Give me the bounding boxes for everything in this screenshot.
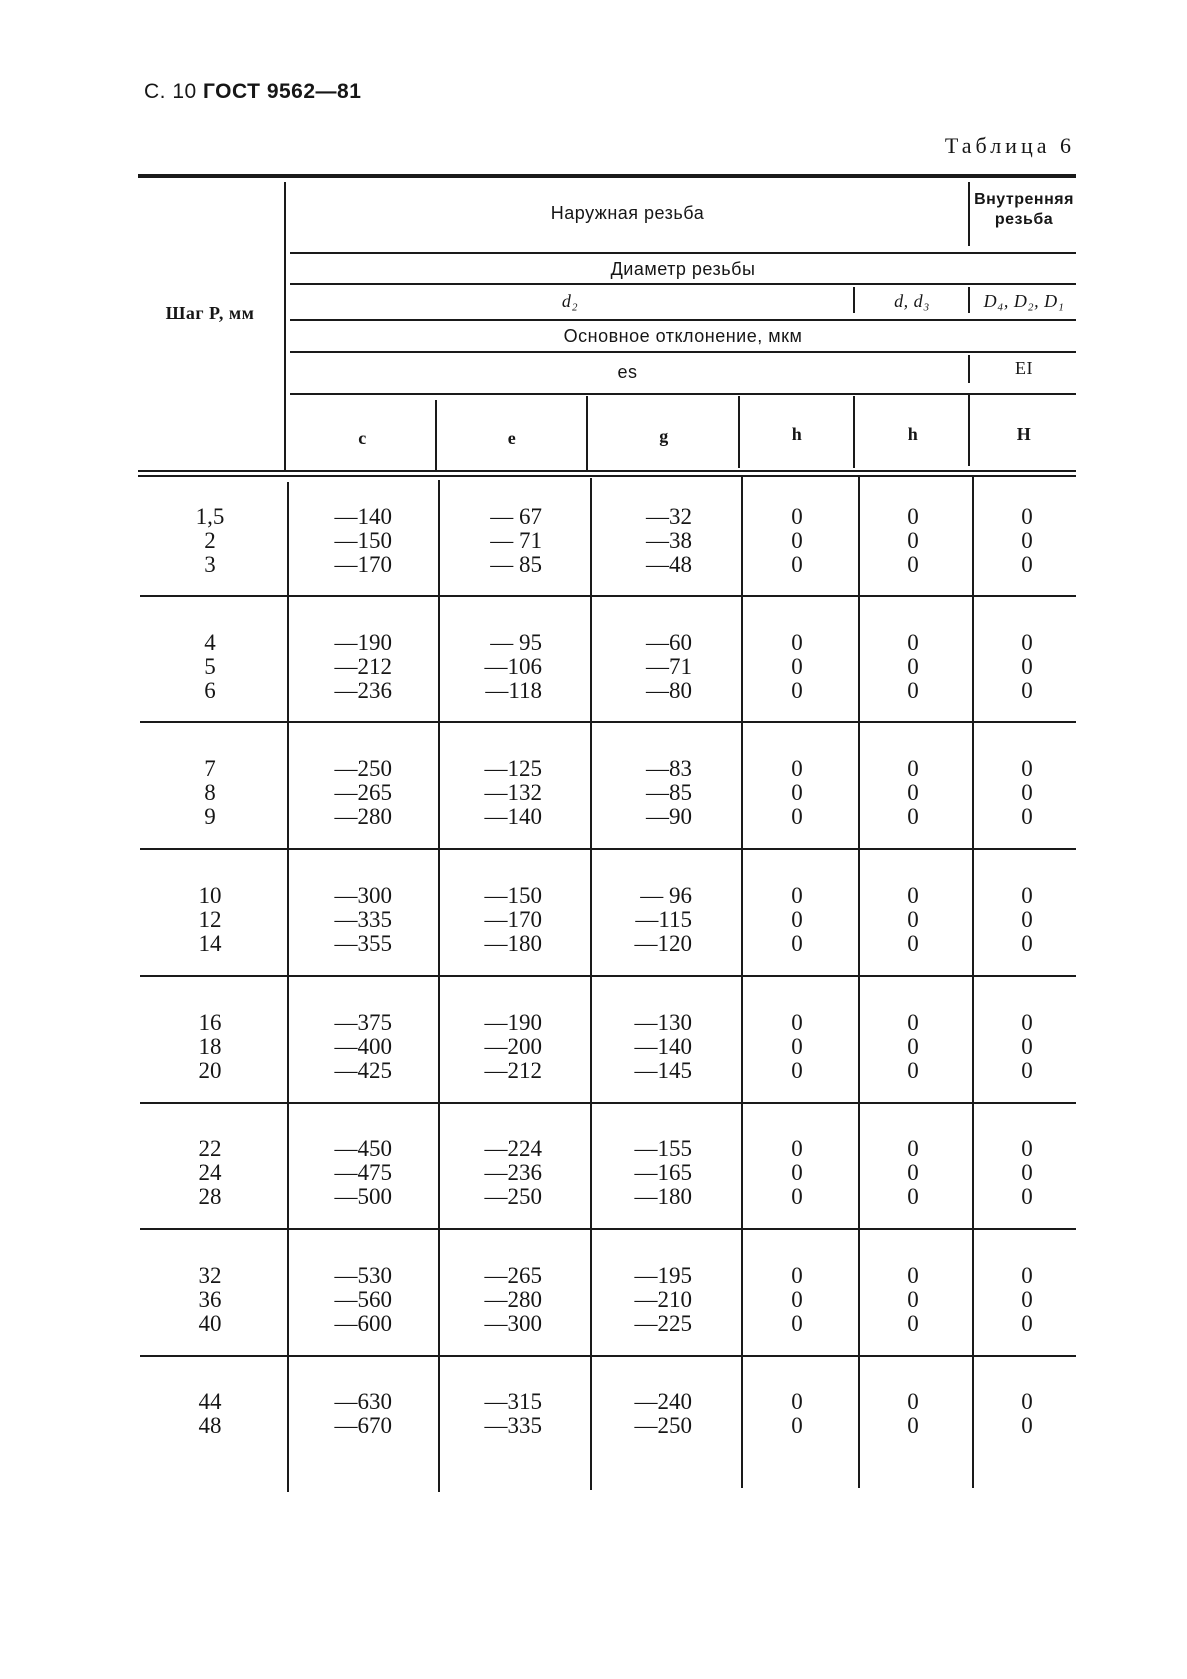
deviation-g: —145 — [634, 1058, 692, 1083]
column-h: h — [791, 424, 803, 444]
deviation-g: —225 — [634, 1311, 692, 1336]
header-divider-internal — [968, 182, 970, 246]
deviation-e: —224 — [484, 1136, 542, 1161]
deviation-h-d: 0 — [907, 780, 919, 805]
step-value: 5 — [204, 654, 216, 679]
deviation-h-d: 0 — [907, 1034, 919, 1059]
header-EI: EI — [1015, 358, 1033, 378]
deviation-H: 0 — [1021, 1058, 1033, 1083]
deviation-h-d2: 0 — [791, 1136, 803, 1161]
header-D-cell — [972, 291, 1076, 312]
deviation-c: —375 — [334, 1010, 392, 1035]
deviation-H: 0 — [1021, 630, 1033, 655]
deviation-e: — 71 — [490, 528, 542, 553]
body-divider-hH — [972, 476, 974, 1488]
deviation-h-d2: 0 — [791, 1287, 803, 1312]
deviation-H: 0 — [1021, 1184, 1033, 1209]
deviation-h-d: 0 — [907, 931, 919, 956]
deviation-e: —250 — [484, 1184, 542, 1209]
deviation-e: —125 — [484, 756, 542, 781]
deviation-H: 0 — [1021, 804, 1033, 829]
deviation-c: —170 — [334, 552, 392, 577]
deviation-c: —600 — [334, 1311, 392, 1336]
header-rule-5 — [290, 393, 1076, 395]
column-h-d: h — [907, 424, 919, 444]
deviation-h-d: 0 — [907, 1263, 919, 1288]
deviation-c: —280 — [334, 804, 392, 829]
deviation-h-d2: 0 — [791, 1010, 803, 1035]
header-double-rule-top — [138, 470, 1076, 472]
step-value: 1,5 — [195, 504, 225, 529]
column-c: c — [358, 428, 367, 448]
deviation-H: 0 — [1021, 552, 1033, 577]
table-caption: Таблица 6 — [944, 133, 1075, 158]
deviation-e: —170 — [484, 907, 542, 932]
deviation-g: —83 — [646, 756, 692, 781]
deviation-g: —85 — [646, 780, 692, 805]
header-D-internal: D₄, D₂, D₁ — [983, 291, 1065, 311]
deviation-h-d2: 0 — [791, 1263, 803, 1288]
header-double-rule-bottom — [138, 475, 1076, 477]
deviation-h-d2: 0 — [791, 1034, 803, 1059]
step-value: 14 — [198, 931, 222, 956]
deviation-h-d: 0 — [907, 756, 919, 781]
deviation-H: 0 — [1021, 907, 1033, 932]
page-number: С. 10 — [144, 80, 197, 103]
deviation-h-d: 0 — [907, 1311, 919, 1336]
deviation-e: — 85 — [490, 552, 542, 577]
deviation-h-d2: 0 — [791, 907, 803, 932]
deviation-g: —250 — [634, 1413, 692, 1438]
deviation-h-d: 0 — [907, 1184, 919, 1209]
deviation-h-d2: 0 — [791, 1160, 803, 1185]
deviation-c: —212 — [334, 654, 392, 679]
step-value: 18 — [198, 1034, 222, 1059]
deviation-H: 0 — [1021, 883, 1033, 908]
step-value: 4 — [204, 630, 216, 655]
step-value: 48 — [198, 1413, 222, 1438]
deviation-H: 0 — [1021, 1263, 1033, 1288]
deviation-h-d2: 0 — [791, 1058, 803, 1083]
body-divider-step — [287, 482, 289, 1492]
deviation-g: —48 — [646, 552, 692, 577]
deviation-h-d: 0 — [907, 552, 919, 577]
deviation-c: —150 — [334, 528, 392, 553]
deviation-e: —106 — [484, 654, 542, 679]
deviation-H: 0 — [1021, 931, 1033, 956]
deviation-g: —210 — [634, 1287, 692, 1312]
step-value: 40 — [198, 1311, 222, 1336]
deviation-g: —130 — [634, 1010, 692, 1035]
step-value: 32 — [198, 1263, 222, 1288]
deviation-H: 0 — [1021, 780, 1033, 805]
deviation-e: —118 — [485, 678, 542, 703]
step-value: 44 — [198, 1389, 222, 1414]
deviation-g: —80 — [646, 678, 692, 703]
deviation-h-d2: 0 — [791, 1311, 803, 1336]
deviation-g: —165 — [634, 1160, 692, 1185]
header-divider-D — [968, 287, 970, 313]
deviation-H: 0 — [1021, 504, 1033, 529]
deviation-e: —190 — [484, 1010, 542, 1035]
deviation-e: — 67 — [490, 504, 542, 529]
deviation-e: —180 — [484, 931, 542, 956]
group-rule — [140, 975, 1076, 977]
deviation-h-d2: 0 — [791, 654, 803, 679]
deviation-c: —236 — [334, 678, 392, 703]
header-divider-ce — [435, 400, 437, 472]
deviation-g: —38 — [646, 528, 692, 553]
column-g: g — [659, 426, 669, 446]
column-H: H — [1016, 424, 1032, 444]
header-rule-3 — [290, 319, 1076, 321]
header-thread-diameter: Диаметр резьбы — [610, 259, 756, 279]
deviation-g: —195 — [634, 1263, 692, 1288]
header-divider-step — [284, 182, 286, 472]
deviation-h-d2: 0 — [791, 1389, 803, 1414]
deviation-g: —90 — [646, 804, 692, 829]
step-value: 16 — [198, 1010, 222, 1035]
deviation-h-d2: 0 — [791, 630, 803, 655]
deviation-e: —200 — [484, 1034, 542, 1059]
deviation-c: —670 — [334, 1413, 392, 1438]
step-value: 12 — [198, 907, 222, 932]
body-divider-gh — [741, 476, 743, 1488]
deviation-c: —335 — [334, 907, 392, 932]
deviation-e: —150 — [484, 883, 542, 908]
deviation-c: —300 — [334, 883, 392, 908]
header-d-d3-cell — [858, 291, 966, 312]
body-divider-ce — [438, 480, 440, 1492]
deviation-c: —425 — [334, 1058, 392, 1083]
deviation-c: —400 — [334, 1034, 392, 1059]
deviation-c: —530 — [334, 1263, 392, 1288]
step-value: 24 — [198, 1160, 222, 1185]
header-external-thread: Наружная резьба — [550, 203, 705, 223]
step-value: 20 — [198, 1058, 222, 1083]
header-es: es — [617, 362, 638, 382]
header-d2-cell — [290, 291, 850, 312]
step-value: 28 — [198, 1184, 222, 1209]
header-step: Шаг P, мм — [165, 303, 255, 323]
group-rule — [140, 1355, 1076, 1357]
deviation-h-d: 0 — [907, 528, 919, 553]
deviation-H: 0 — [1021, 1311, 1033, 1336]
standard-number: ГОСТ 9562—81 — [203, 80, 362, 103]
deviation-h-d: 0 — [907, 804, 919, 829]
deviation-h-d: 0 — [907, 678, 919, 703]
header-rule-2 — [290, 283, 1076, 285]
deviation-c: —475 — [334, 1160, 392, 1185]
deviation-c: —265 — [334, 780, 392, 805]
deviation-h-d: 0 — [907, 1058, 919, 1083]
deviation-h-d: 0 — [907, 1413, 919, 1438]
header-divider-eg — [586, 396, 588, 472]
deviation-H: 0 — [1021, 654, 1033, 679]
group-rule — [140, 1102, 1076, 1104]
deviation-g: —120 — [634, 931, 692, 956]
deviation-h-d: 0 — [907, 1389, 919, 1414]
deviation-h-d: 0 — [907, 630, 919, 655]
group-rule — [140, 721, 1076, 723]
header-basic-deviation: Основное отклонение, мкм — [563, 326, 803, 346]
deviation-g: —180 — [634, 1184, 692, 1209]
header-divider-d — [853, 287, 855, 313]
deviation-c: —190 — [334, 630, 392, 655]
deviation-g: —60 — [646, 630, 692, 655]
header-divider-hH — [968, 394, 970, 466]
deviation-h-d2: 0 — [791, 1184, 803, 1209]
group-rule — [140, 1228, 1076, 1230]
step-value: 22 — [198, 1136, 222, 1161]
deviation-h-d2: 0 — [791, 756, 803, 781]
deviation-h-d2: 0 — [791, 504, 803, 529]
header-rule-1 — [290, 252, 1076, 254]
header-d-d3: d, d₃ — [894, 291, 930, 311]
deviation-e: —212 — [484, 1058, 542, 1083]
table-top-rule — [138, 174, 1076, 178]
deviation-g: —32 — [646, 504, 692, 529]
deviation-h-d: 0 — [907, 1160, 919, 1185]
step-value: 36 — [198, 1287, 222, 1312]
deviation-e: —265 — [484, 1263, 542, 1288]
deviation-c: —140 — [334, 504, 392, 529]
deviation-h-d: 0 — [907, 883, 919, 908]
deviation-g: —240 — [634, 1389, 692, 1414]
deviation-h-d: 0 — [907, 907, 919, 932]
header-divider-ei — [968, 355, 970, 383]
deviation-h-d2: 0 — [791, 678, 803, 703]
deviation-h-d2: 0 — [791, 552, 803, 577]
step-value: 7 — [204, 756, 216, 781]
deviation-e: —280 — [484, 1287, 542, 1312]
deviation-e: —236 — [484, 1160, 542, 1185]
deviation-c: —450 — [334, 1136, 392, 1161]
deviation-h-d: 0 — [907, 1136, 919, 1161]
deviation-h-d2: 0 — [791, 1413, 803, 1438]
deviation-c: —250 — [334, 756, 392, 781]
deviation-h-d: 0 — [907, 1287, 919, 1312]
deviation-c: —630 — [334, 1389, 392, 1414]
page-header — [144, 80, 361, 104]
deviation-e: —132 — [484, 780, 542, 805]
header-divider-hh — [853, 396, 855, 468]
deviation-e: —335 — [484, 1413, 542, 1438]
deviation-c: —560 — [334, 1287, 392, 1312]
deviation-h-d2: 0 — [791, 780, 803, 805]
deviation-h-d: 0 — [907, 504, 919, 529]
deviation-g: — 96 — [640, 883, 692, 908]
deviation-g: —140 — [634, 1034, 692, 1059]
deviation-H: 0 — [1021, 528, 1033, 553]
deviation-H: 0 — [1021, 1160, 1033, 1185]
deviation-e: —300 — [484, 1311, 542, 1336]
deviation-H: 0 — [1021, 756, 1033, 781]
deviation-c: —500 — [334, 1184, 392, 1209]
deviation-h-d2: 0 — [791, 931, 803, 956]
deviation-H: 0 — [1021, 1034, 1033, 1059]
deviation-e: —140 — [484, 804, 542, 829]
step-value: 3 — [204, 552, 216, 577]
step-value: 6 — [204, 678, 216, 703]
step-value: 9 — [204, 804, 216, 829]
step-value: 10 — [198, 883, 222, 908]
header-internal-thread: Внутренняя резьба — [974, 191, 1074, 228]
deviation-e: —315 — [484, 1389, 542, 1414]
step-value: 8 — [204, 780, 216, 805]
deviation-H: 0 — [1021, 1287, 1033, 1312]
deviation-H: 0 — [1021, 1413, 1033, 1438]
deviation-h-d2: 0 — [791, 804, 803, 829]
deviation-H: 0 — [1021, 1136, 1033, 1161]
group-rule — [140, 848, 1076, 850]
header-divider-gh — [738, 396, 740, 468]
deviation-h-d2: 0 — [791, 883, 803, 908]
header-d2: d₂ — [561, 291, 579, 311]
deviation-h-d: 0 — [907, 1010, 919, 1035]
deviation-e: — 95 — [490, 630, 542, 655]
deviation-H: 0 — [1021, 1010, 1033, 1035]
deviation-g: —115 — [635, 907, 692, 932]
header-rule-4 — [290, 351, 1076, 353]
deviation-H: 0 — [1021, 678, 1033, 703]
deviation-g: —71 — [646, 654, 692, 679]
group-rule — [140, 595, 1076, 597]
column-e: e — [507, 428, 517, 448]
deviation-h-d2: 0 — [791, 528, 803, 553]
step-value: 2 — [204, 528, 216, 553]
body-divider-hh — [858, 476, 860, 1488]
deviation-H: 0 — [1021, 1389, 1033, 1414]
body-divider-eg — [590, 478, 592, 1490]
deviation-c: —355 — [334, 931, 392, 956]
deviation-g: —155 — [634, 1136, 692, 1161]
deviation-h-d: 0 — [907, 654, 919, 679]
